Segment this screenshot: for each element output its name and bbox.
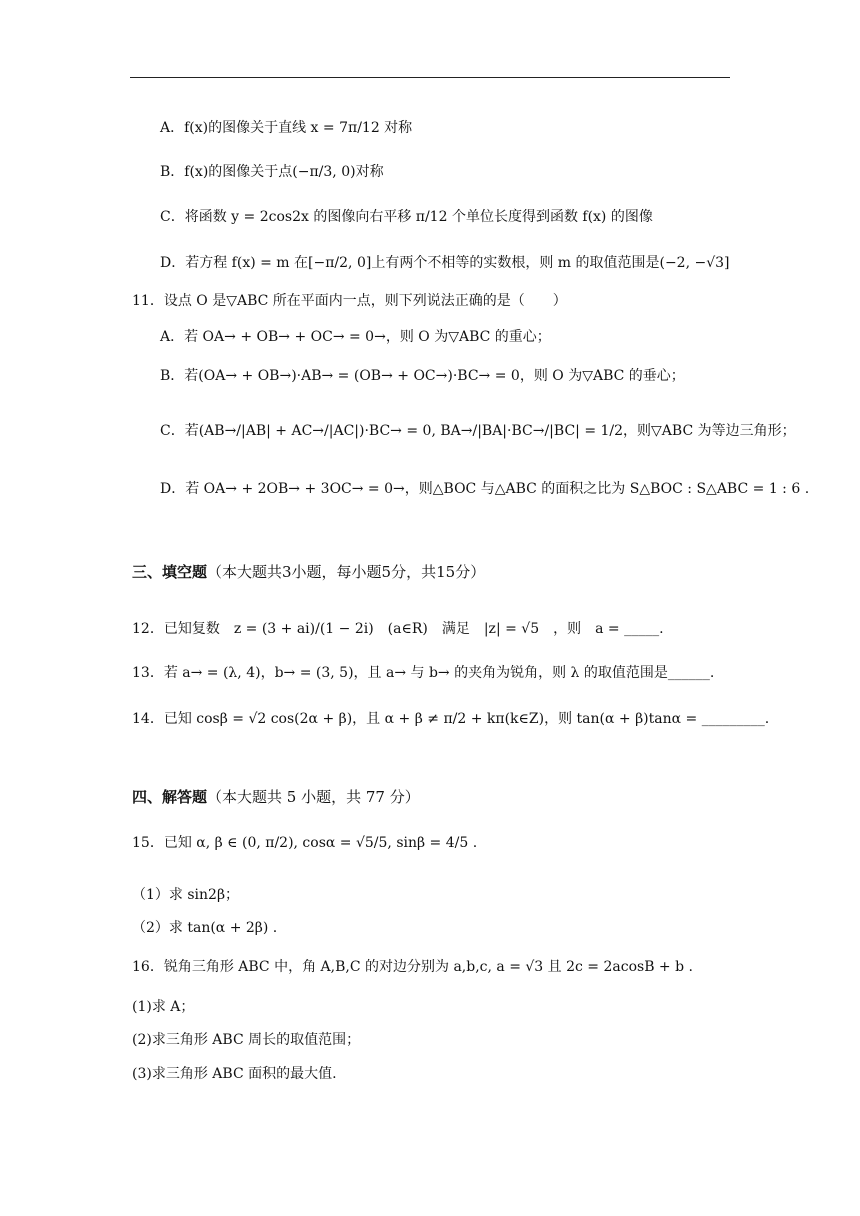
question-15-part-2: （2）求 tan(α + 2β) . bbox=[132, 920, 278, 936]
section-4-title: 四、解答题 bbox=[132, 788, 208, 806]
option-11b: B．若(OA→ + OB→)·AB→ = (OB→ + OC→)·BC→ = 0，则 O 为▽ABC 的垂心； bbox=[160, 368, 685, 384]
question-11: 11．设点 O 是▽ABC 所在平面内一点，则下列说法正确的是（ ） bbox=[132, 293, 567, 309]
section-4-note: （本大题共 5 小题，共 77 分） bbox=[207, 788, 420, 806]
question-16-part-3: (3)求三角形 ABC 面积的最大值. bbox=[132, 1066, 337, 1082]
question-13: 13．若 a→ = (λ, 4)，b→ = (3, 5)，且 a→ 与 b→ 的夹角为锐角，则 λ 的取值范围是______. bbox=[132, 665, 715, 681]
option-10a: A．f(x)的图像关于直线 x = 7π/12 对称 bbox=[160, 120, 413, 136]
option-10c: C．将函数 y = 2cos2x 的图像向右平移 π/12 个单位长度得到函数 f(x) 的图像 bbox=[160, 209, 653, 225]
section-3-title: 三、填空题 bbox=[132, 563, 208, 581]
option-10b: B．f(x)的图像关于点(−π/3, 0)对称 bbox=[160, 164, 384, 180]
question-15: 15．已知 α, β ∈ (0, π/2), cosα = √5/5, sinβ = 4/5 . bbox=[132, 835, 478, 851]
section-3-heading bbox=[132, 561, 485, 583]
question-16-part-1: (1)求 A； bbox=[132, 999, 195, 1015]
header-rule bbox=[130, 77, 730, 78]
option-10d: D．若方程 f(x) = m 在[−π/2, 0]上有两个不相等的实数根，则 m 的取值范围是(−2, −√3] bbox=[160, 255, 730, 271]
question-16-part-2: (2)求三角形 ABC 周长的取值范围； bbox=[132, 1032, 361, 1048]
option-11a: A．若 OA→ + OB→ + OC→ = 0→，则 O 为▽ABC 的重心； bbox=[160, 329, 551, 345]
option-11c: C．若(AB→/|AB| + AC→/|AC|)·BC→ = 0, BA→/|BA|·BC→/|BC| = 1/2，则▽ABC 为等边三角形； bbox=[160, 423, 796, 439]
question-15-part-1: （1）求 sin2β； bbox=[132, 887, 240, 903]
question-16: 16．锐角三角形 ABC 中，角 A,B,C 的对边分别为 a,b,c, a = √3 且 2c = 2acosB + b . bbox=[132, 959, 693, 975]
question-14: 14．已知 cosβ = √2 cos(2α + β)，且 α + β ≠ π/2 + kπ(k∈Z)，则 tan(α + β)tanα = _________. bbox=[132, 711, 770, 727]
section-3-note: （本大题共3小题，每小题5分，共15分） bbox=[207, 563, 486, 581]
question-12: 12．已知复数 z = (3 + ai)/(1 − 2i) (a∈R) 满足 |z| = √5 ，则 a = _____. bbox=[132, 621, 664, 637]
option-11d: D．若 OA→ + 2OB→ + 3OC→ = 0→，则△BOC 与△ABC 的面积之比为 S△BOC : S△ABC = 1 : 6 . bbox=[160, 481, 810, 497]
section-4-heading bbox=[132, 786, 420, 808]
